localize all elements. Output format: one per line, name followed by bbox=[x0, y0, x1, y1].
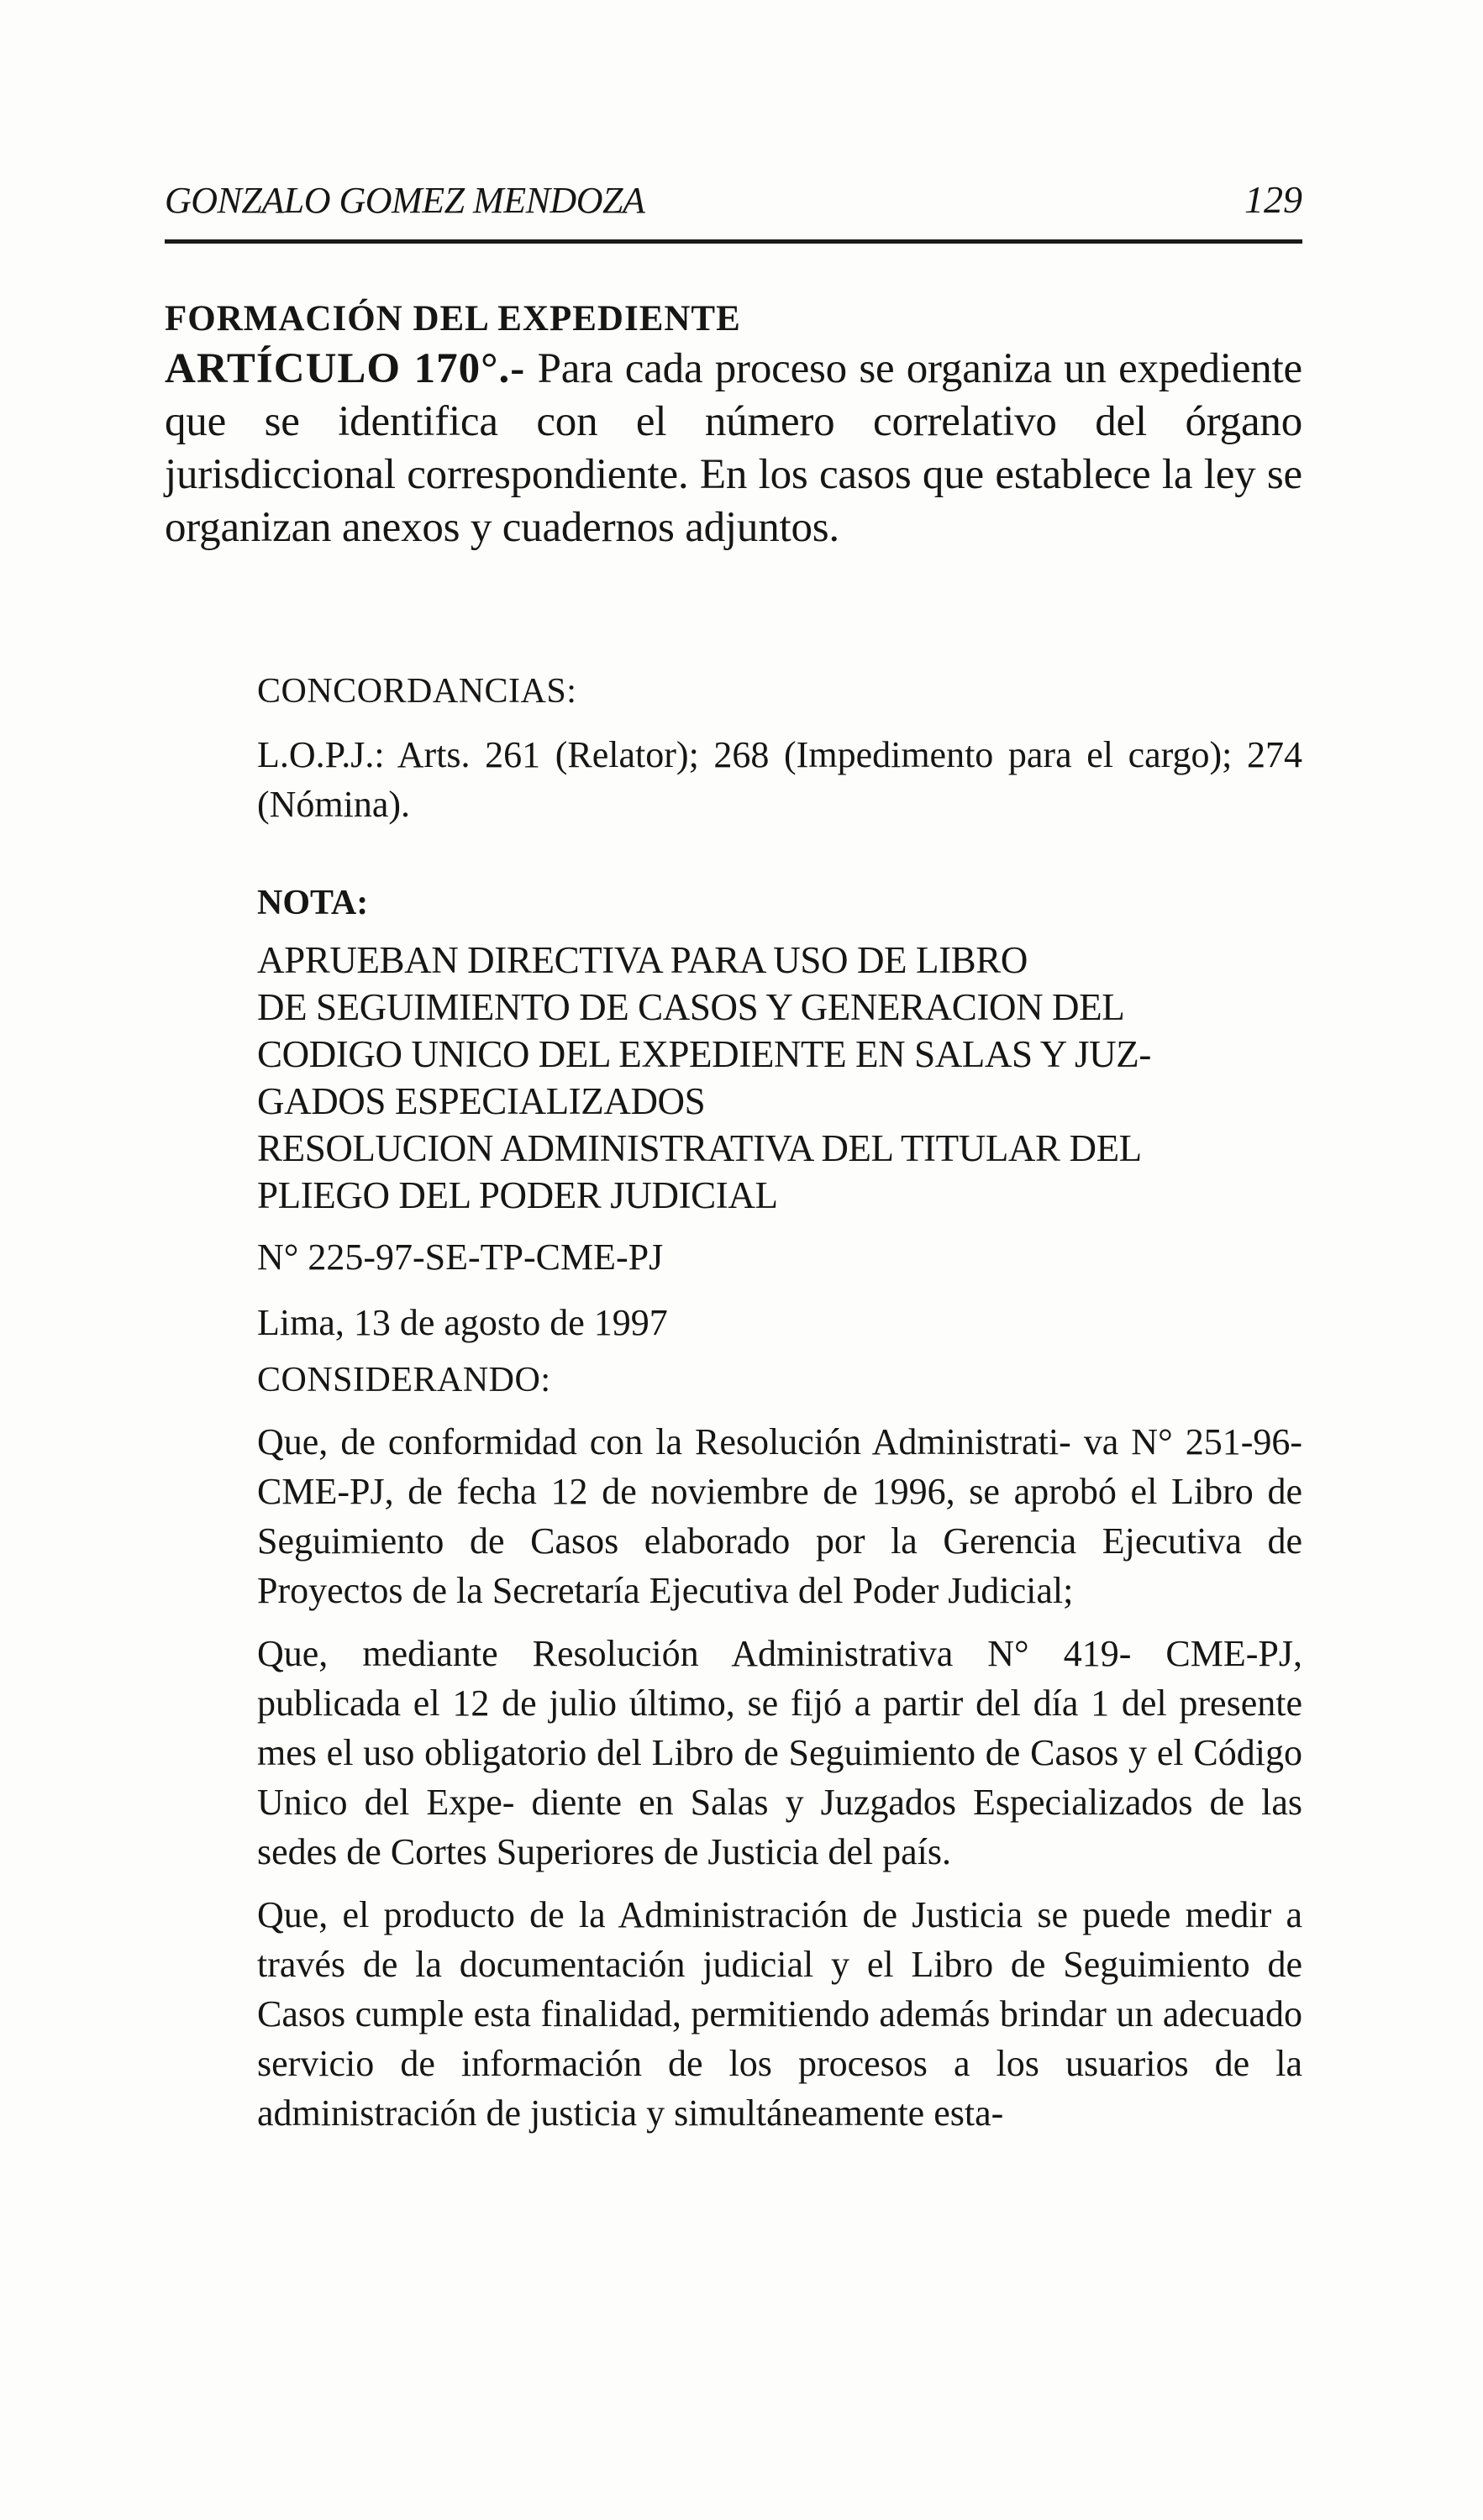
nota-resolution-title bbox=[257, 937, 1302, 1219]
page-number: 129 bbox=[1244, 178, 1302, 221]
concordancias-heading: CONCORDANCIAS: bbox=[257, 672, 577, 711]
article-label: ARTÍCULO 170°.- bbox=[165, 345, 526, 392]
resolution-date: Lima, 13 de agosto de 1997 bbox=[257, 1302, 668, 1343]
author-name: GONZALO GOMEZ MENDOZA bbox=[165, 180, 645, 221]
nota-title-line: PLIEGO DEL PODER JUDICIAL bbox=[257, 1174, 778, 1216]
article-text: Para cada proceso se organiza un expediente que se identifica con el número correlativo del órgano jurisdiccional correspondiente. En los casos que establece la ley se organizan anexos y cuadernos adjuntos. bbox=[165, 345, 1302, 551]
considerando-paragraph: Que, mediante Resolución Administrativa N° 419- CME-PJ, publicada el 12 de julio último, se fijó a partir del día 1 del presente mes el uso obligatorio del Libro de Seguimiento de Casos y el Código Unico del Expe- diente en Salas y Juzgados Especializados de las sedes de Cortes Superiores de Justicia del país. bbox=[257, 1633, 1302, 1872]
running-header bbox=[165, 172, 1302, 244]
article-block bbox=[165, 296, 1302, 554]
considerando-heading: CONSIDERANDO: bbox=[257, 1361, 551, 1399]
article-annotations bbox=[257, 668, 1302, 2138]
section-title: FORMACIÓN DEL EXPEDIENTE bbox=[165, 299, 741, 339]
nota-title-line: RESOLUCION ADMINISTRATIVA DEL TITULAR DEL bbox=[257, 1127, 1142, 1169]
nota-title-line: DE SEGUIMIENTO DE CASOS Y GENERACION DEL bbox=[257, 986, 1125, 1028]
nota-title-line: APRUEBAN DIRECTIVA PARA USO DE LIBRO bbox=[257, 939, 1028, 981]
resolution-number: N° 225-97-SE-TP-CME-PJ bbox=[257, 1236, 664, 1278]
article-paragraph bbox=[165, 343, 1302, 554]
nota-title-line: CODIGO UNICO DEL EXPEDIENTE EN SALAS Y JUZ- bbox=[257, 1033, 1151, 1075]
nota-heading: NOTA: bbox=[257, 884, 369, 922]
considerando-paragraph: Que, el producto de la Administración de Justicia se puede medir a través de la documentación judicial y el Libro de Seguimiento de Casos cumple esta finalidad, permitiendo además brindar un adecuado servicio de información de los procesos a los usuarios de la administración de justicia y simultáneamente esta- bbox=[257, 1894, 1302, 2134]
considerando-paragraph: Que, de conformidad con la Resolución Administrati- va N° 251-96-CME-PJ, de fecha 12 de noviembre de 1996, se aprobó el Libro de Seguimiento de Casos elaborado por la Gerencia Ejecutiva de Proyectos de la Secretaría Ejecutiva del Poder Judicial; bbox=[257, 1421, 1302, 1611]
nota-title-line: GADOS ESPECIALIZADOS bbox=[257, 1080, 706, 1122]
concordancias-text: L.O.P.J.: Arts. 261 (Relator); 268 (Impedimento para el cargo); 274 (Nómina). bbox=[257, 734, 1302, 825]
